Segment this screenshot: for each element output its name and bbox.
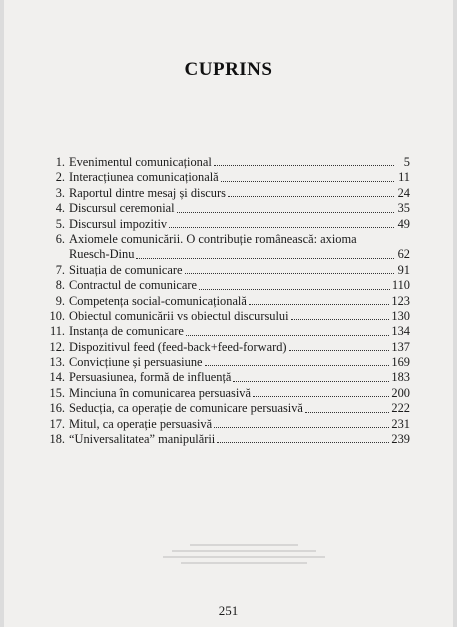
dot-leader <box>185 272 394 274</box>
toc-entry <box>40 401 410 416</box>
toc-entry-page: 200 <box>391 385 410 400</box>
dot-leader <box>186 334 390 336</box>
toc-entry-number: 4. <box>55 201 65 216</box>
toc-entry-title: Obiectul comunicării vs obiectul discursului <box>69 308 289 323</box>
toc-entry-title: Situația de comunicare <box>69 262 183 277</box>
toc-entry-title: Discursul impozitiv <box>69 216 168 231</box>
toc-entry <box>40 324 410 339</box>
toc-entry-number: 2. <box>55 170 65 185</box>
toc-entry <box>40 370 410 385</box>
toc-entry-title: Seducția, ca operație de comunicare persuasivă <box>69 401 303 416</box>
toc-entry-page: 231 <box>391 416 410 431</box>
toc-entry-title: Contractul de comunicare <box>69 278 197 293</box>
dot-leader <box>169 226 394 228</box>
toc-entry <box>40 170 410 185</box>
toc-entry <box>40 432 410 447</box>
toc-entry <box>40 232 410 247</box>
toc-entry-title: Persuasiunea, formă de influență <box>69 370 232 385</box>
dot-leader <box>289 349 390 351</box>
toc-entry-page: 130 <box>391 308 410 323</box>
toc-entry-title: Minciuna în comunicarea persuasivă <box>69 385 252 400</box>
toc-entry-number: 6. <box>55 231 65 246</box>
toc-entry-number: 7. <box>55 262 65 277</box>
toc-entry-title: Discursul ceremonial <box>69 201 175 216</box>
toc-entry-number: 10. <box>49 308 65 323</box>
toc-entry <box>40 247 410 262</box>
toc-entry-page: 169 <box>391 355 410 370</box>
toc-entry <box>40 355 410 370</box>
dot-leader <box>199 288 390 290</box>
toc-entry-number: 9. <box>55 293 65 308</box>
toc-entry <box>40 386 410 401</box>
toc-entry-title: “Universalitatea” manipulării <box>69 432 216 447</box>
toc-entry <box>40 340 410 355</box>
toc-entry-page: 49 <box>397 216 410 231</box>
dot-leader <box>253 395 389 397</box>
toc-entry-page: 239 <box>391 432 410 447</box>
toc-entry-title: Ruesch-Dinu <box>69 247 135 262</box>
toc-entry-page: 134 <box>391 324 410 339</box>
toc-entry-title: Raportul dintre mesaj și discurs <box>69 185 226 200</box>
toc-entry-page: 62 <box>397 247 410 262</box>
toc-entry-page: 110 <box>391 278 410 293</box>
toc-entry-number: 18. <box>49 432 65 447</box>
toc-entry-number: 11. <box>49 324 65 339</box>
toc-entry-title: Axiomele comunicării. O contribuție românească: axioma <box>69 231 357 246</box>
dot-leader <box>233 380 389 382</box>
toc-entry <box>40 309 410 324</box>
dot-leader <box>177 211 394 213</box>
toc-entry-title: Convicțiune și persuasiune <box>69 355 203 370</box>
toc-entry-number: 13. <box>49 355 65 370</box>
toc-entry-page: 137 <box>391 339 410 354</box>
toc-entry-title: Dispozitivul feed (feed-back+feed-forward) <box>69 339 287 354</box>
toc-entry <box>40 294 410 309</box>
toc-entry-number: 3. <box>55 185 65 200</box>
toc-entry-title: Evenimentul comunicațional <box>69 155 212 169</box>
faded-stamp-marks <box>154 540 334 584</box>
table-of-contents <box>40 155 410 447</box>
toc-entry-page: 91 <box>397 262 410 277</box>
toc-entry-title: Mitul, ca operație persuasivă <box>69 416 213 431</box>
toc-entry-page: 222 <box>391 401 410 416</box>
toc-entry-page: 35 <box>397 201 410 216</box>
toc-entry-title: Competența social-comunicațională <box>69 293 247 308</box>
toc-entry-number: 5. <box>55 216 65 231</box>
dot-leader <box>214 164 394 166</box>
dot-leader <box>136 257 394 259</box>
dot-leader <box>228 195 394 197</box>
toc-entry-number: 17. <box>49 416 65 431</box>
toc-entry <box>40 186 410 201</box>
toc-entry <box>40 217 410 232</box>
toc-entry-number: 8. <box>55 278 65 293</box>
toc-entry <box>40 278 410 293</box>
toc-entry <box>40 263 410 278</box>
toc-entry-title: Interacțiunea comunicațională <box>69 170 219 185</box>
toc-entry-page: 123 <box>391 293 410 308</box>
dot-leader <box>217 441 389 443</box>
dot-leader <box>291 318 390 320</box>
toc-entry-title: Instanța de comunicare <box>69 324 184 339</box>
dot-leader <box>205 364 390 366</box>
dot-leader <box>249 303 390 305</box>
dot-leader <box>214 426 389 428</box>
toc-entry-number: 12. <box>49 339 65 354</box>
toc-entry-page: 24 <box>397 185 410 200</box>
toc-entry-number: 1. <box>55 155 65 169</box>
toc-entry <box>40 417 410 432</box>
toc-entry-number: 14. <box>49 370 65 385</box>
dot-leader <box>305 411 389 413</box>
page-title: CUPRINS <box>184 59 273 80</box>
toc-entry-page: 11 <box>398 170 410 185</box>
toc-entry <box>40 155 410 170</box>
page-number: 251 <box>218 603 239 618</box>
dot-leader <box>221 180 394 182</box>
toc-entry <box>40 201 410 216</box>
toc-entry-page: 183 <box>391 370 410 385</box>
book-page <box>4 0 453 627</box>
toc-entry-page: 5 <box>403 155 410 169</box>
toc-entry-number: 16. <box>49 401 65 416</box>
toc-entry-number: 15. <box>49 385 65 400</box>
